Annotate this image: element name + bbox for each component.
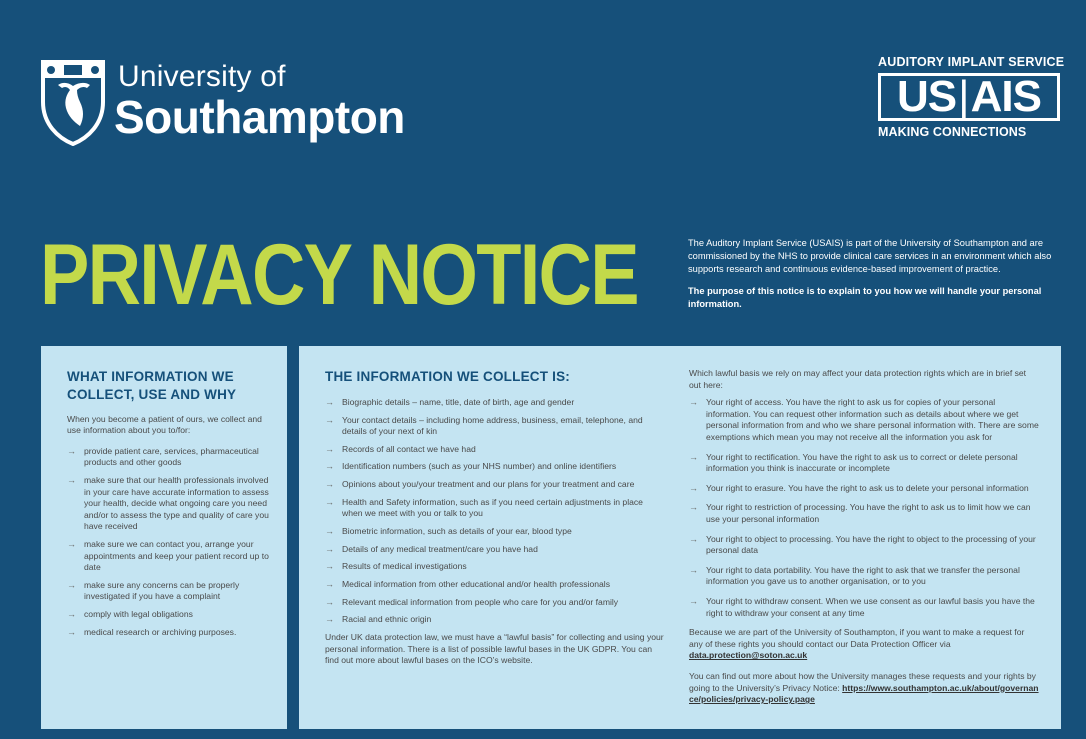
contact-text: Because we are part of the University of Southampton, if you want to make a request for any of these rights you should contact our Data Protection Officer via <box>689 627 1025 649</box>
rights-column <box>689 368 1039 706</box>
page-title: PRIVACY NOTICE <box>40 227 638 323</box>
usais-top-text: AUDITORY IMPLANT SERVICE <box>878 55 1065 69</box>
list-item: → Identification numbers (such as your NHS number) and online identifiers <box>325 461 617 472</box>
collected-info-list <box>325 397 665 626</box>
privacy-text: You can find out more about how the University manages these requests and your rights by going to the University’s Privacy Notice: <box>689 670 1036 693</box>
list-item: → Details of any medical treatment/care you have had <box>325 543 538 554</box>
arrow-right-icon: → <box>689 533 698 544</box>
contact-paragraph <box>689 627 1039 662</box>
intro-paragraph: The Auditory Implant Service (USAIS) is part of the University of Southampton and are commissioned by the NHS to provide clinical care services in an environment which also supports research and continuous evidence-based improvement of practice. <box>688 238 1052 275</box>
intro <box>688 237 1068 319</box>
list-item: → Your right to withdraw consent. When we use consent as our lawful basis you have the right to withdraw your consent at any time <box>689 596 1035 618</box>
list-item: → Biographic details – name, title, date of birth, age and gender <box>325 396 575 407</box>
list-item: → make sure we can contact you, arrange your appointments and keep your patient record up to date <box>67 538 269 573</box>
arrow-right-icon: → <box>325 579 334 589</box>
rights-list <box>689 397 1039 619</box>
usais-divider: | <box>958 72 969 121</box>
list-item: → Opinions about you/your treatment and our plans for your treatment and care <box>325 479 635 490</box>
collected-info-column <box>325 368 665 667</box>
list-item: → Your right of access. You have the right to ask us for copies of your personal information. You can request other information such as details about where we get personal information from and who we share personal information with. There are some exemptions which mean you may not receive all the information you ask for <box>689 397 1039 442</box>
usais-left: US <box>897 72 957 121</box>
list-item: → Medical information from other educational and/or health professionals <box>325 579 610 589</box>
arrow-right-icon: → <box>689 451 698 462</box>
arrow-right-icon: → <box>325 396 334 407</box>
list-item: → Your right to erasure. You have the right to ask us to delete your personal information <box>689 482 1029 493</box>
arrow-right-icon: → <box>325 525 334 536</box>
dpo-email-link[interactable]: data.protection@soton.ac.uk <box>689 650 808 661</box>
arrow-right-icon: → <box>325 543 334 554</box>
lawful-basis-text: Under UK data protection law, we must have a “lawful basis” for collecting and using your personal information. There is a list of possible lawful bases in the UK GDPR. You can find out more about lawful bases on the ICO’s website. <box>325 632 664 666</box>
arrow-right-icon: → <box>689 482 698 493</box>
list-item: → comply with legal obligations <box>67 608 193 619</box>
university-line1: University of <box>118 60 286 93</box>
list-item: → Biometric information, such as details of your ear, blood type <box>325 525 572 536</box>
arrow-right-icon: → <box>325 496 334 507</box>
list-item: → Your right to restriction of processing. You have the right to ask us to limit how we can use your personal information <box>689 502 1031 525</box>
arrow-right-icon: → <box>67 579 76 590</box>
arrow-right-icon: → <box>67 608 76 619</box>
usais-right: AIS <box>970 72 1041 121</box>
privacy-policy-link[interactable]: https://www.southampton.ac.uk/about/governance/policies/privacy-policy.page <box>689 682 1039 705</box>
university-line2: Southampton <box>114 91 405 143</box>
left-panel-lead: When you become a patient of ours, we collect and use information about you to/for: <box>67 413 262 436</box>
arrow-right-icon: → <box>325 561 334 572</box>
arrow-right-icon: → <box>325 443 334 454</box>
arrow-right-icon: → <box>67 445 76 456</box>
arrow-right-icon: → <box>67 475 76 485</box>
list-item: → Results of medical investigations <box>325 561 467 572</box>
list-item: → Health and Safety information, such as if you need certain adjustments in place when we meet with you or talk to you <box>325 496 643 519</box>
arrow-right-icon: → <box>67 538 76 549</box>
list-item: → Your right to object to processing. You have the right to object to the processing of your personal data <box>689 533 1036 556</box>
usais-logo <box>878 55 1065 143</box>
privacy-paragraph <box>689 671 1039 706</box>
arrow-right-icon: → <box>689 397 698 408</box>
arrow-right-icon: → <box>325 461 334 472</box>
list-item: → Relevant medical information from people who care for you and/or family <box>325 596 619 607</box>
crest-icon <box>40 56 106 146</box>
arrow-right-icon: → <box>325 414 334 425</box>
usais-box <box>878 73 1060 121</box>
rights-lead: Which lawful basis we rely on may affect your data protection rights which are in brief set out here: <box>689 368 1027 390</box>
arrow-right-icon: → <box>67 626 76 637</box>
arrow-right-icon: → <box>689 596 698 606</box>
list-item: → make sure any concerns can be properly investigated if you have a complaint <box>67 579 240 602</box>
arrow-right-icon: → <box>325 614 334 625</box>
arrow-right-icon: → <box>325 596 334 607</box>
list-item: → make sure that our health professionals involved in your care have accurate information to assess your health, decide what ongoing care you need and/or to assess the type and quality of care you have received <box>67 475 269 532</box>
purpose-list <box>67 446 271 639</box>
list-item: → Your contact details – including home address, business, email, telephone, and details of your next of kin <box>325 414 643 437</box>
left-panel-heading: WHAT INFORMATION WE COLLECT, USE AND WHY <box>67 369 237 402</box>
arrow-right-icon: → <box>325 479 334 490</box>
university-logo <box>40 56 460 148</box>
collected-info-heading: THE INFORMATION WE COLLECT IS: <box>325 369 570 384</box>
intro-purpose: The purpose of this notice is to explain to you how we will handle your personal information. <box>688 285 1042 309</box>
list-item: → medical research or archiving purposes. <box>67 626 237 637</box>
usais-bottom-text: MAKING CONNECTIONS <box>878 125 1027 139</box>
right-panel <box>299 346 1061 729</box>
list-item: → Your right to data portability. You have the right to ask that we transfer the personal information you gave us to another organisation, or to you <box>689 564 1020 587</box>
arrow-right-icon: → <box>689 502 698 513</box>
left-panel <box>41 346 287 729</box>
list-item: → provide patient care, services, pharmaceutical products and other goods <box>67 445 259 468</box>
list-item: → Racial and ethnic origin <box>325 614 432 625</box>
list-item: → Your right to rectification. You have the right to ask us to correct or delete personal information you think is inaccurate or incomplete <box>689 451 1018 474</box>
list-item: → Records of all contact we have had <box>325 443 476 454</box>
arrow-right-icon: → <box>689 564 698 575</box>
